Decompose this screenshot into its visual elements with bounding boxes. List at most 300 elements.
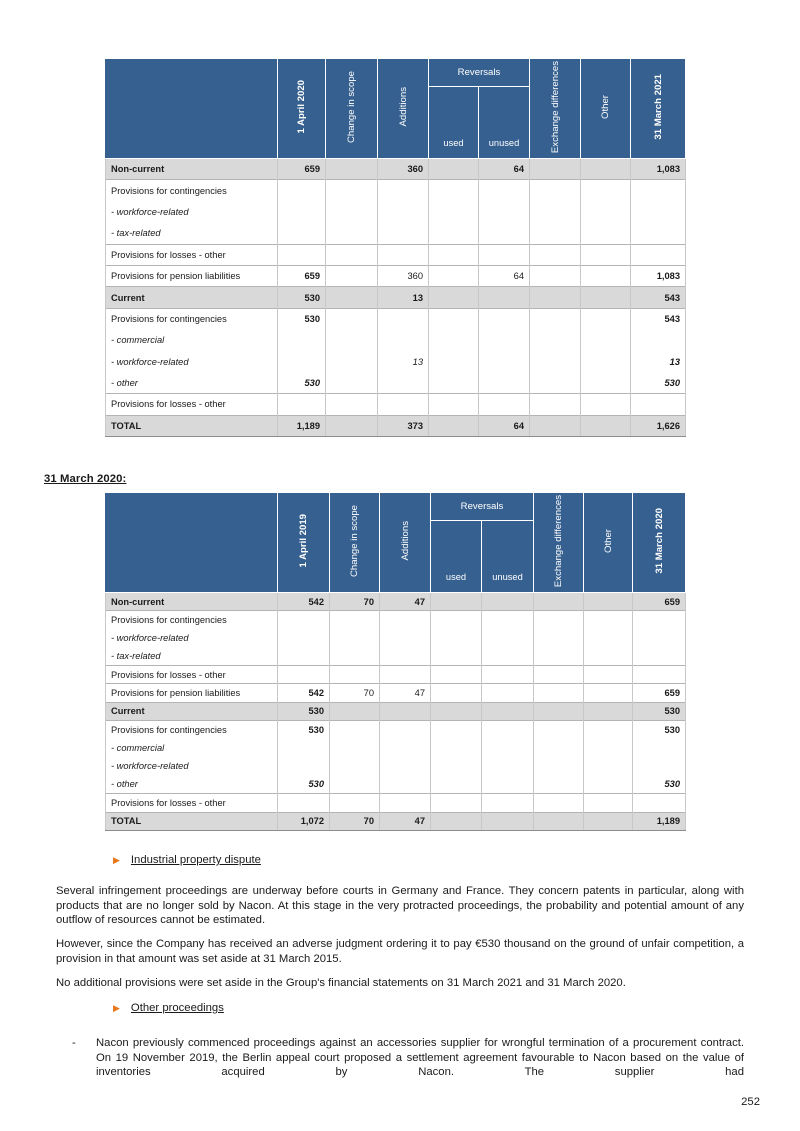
row-value	[534, 794, 584, 812]
row-value	[429, 159, 479, 180]
row-value	[326, 394, 378, 415]
header-reversals-group-2020: Reversals	[431, 493, 534, 521]
row-value	[534, 629, 584, 647]
paragraph-infringement-proceedings	[56, 884, 744, 928]
row-value	[584, 629, 633, 647]
row-value: 530	[631, 372, 686, 393]
row-value	[631, 330, 686, 351]
row-value	[326, 287, 378, 308]
row-value	[479, 287, 530, 308]
header-exchange-differences-2020-label: Exchange differences	[553, 494, 564, 588]
row-value: 1,083	[631, 159, 686, 180]
bullet-other-proceedings-label: Other proceedings	[130, 1002, 224, 1014]
row-value	[431, 666, 482, 684]
row-value	[479, 394, 530, 415]
row-value	[633, 757, 686, 775]
row-value	[429, 308, 479, 329]
row-value	[330, 757, 380, 775]
row-label: Provisions for contingencies	[106, 180, 278, 201]
header-reversals-used: used	[429, 87, 479, 159]
row-label: - commercial	[106, 739, 278, 757]
row-value	[278, 201, 326, 222]
row-value	[429, 287, 479, 308]
header-reversals-unused-2020: unused	[482, 521, 534, 593]
row-value	[378, 223, 429, 244]
row-value	[326, 201, 378, 222]
header-corner-blank	[106, 59, 278, 159]
row-value	[380, 702, 431, 720]
row-value	[431, 702, 482, 720]
row-value: 659	[633, 593, 686, 611]
row-value	[479, 201, 530, 222]
row-value	[326, 265, 378, 286]
paragraph-no-additional-provisions	[56, 976, 744, 991]
row-value	[380, 775, 431, 793]
row-value: 530	[278, 287, 326, 308]
table-row	[106, 351, 686, 372]
row-value: 659	[633, 684, 686, 702]
row-value	[631, 223, 686, 244]
list-item-nacon-proceedings-text: Nacon previously commenced proceedings against an accessories supplier for wrongful termination of a procurement contract. On 19 November 2019, the Berlin appeal court proposed a settlement agreement favourable to Nacon based on the value of inventories acquired by Nacon. The supplier had	[96, 1037, 744, 1079]
row-value	[530, 287, 581, 308]
table-row	[106, 330, 686, 351]
row-value: 64	[479, 159, 530, 180]
row-value	[380, 757, 431, 775]
header-reversals-group: Reversals	[429, 59, 530, 87]
header-other-2020	[584, 493, 633, 593]
row-value	[380, 794, 431, 812]
row-value	[482, 666, 534, 684]
row-value: 543	[631, 308, 686, 329]
provisions-table-2020-container	[105, 492, 686, 831]
row-label: - workforce-related	[106, 757, 278, 775]
row-value	[633, 794, 686, 812]
triangle-right-icon-other: ▶	[113, 1003, 120, 1013]
row-label: TOTAL	[106, 415, 278, 436]
row-value: 1,626	[631, 415, 686, 436]
table-row	[106, 415, 686, 436]
row-value	[326, 351, 378, 372]
table-row	[106, 794, 686, 812]
row-label: Non-current	[106, 593, 278, 611]
header-opening-balance-2020	[278, 493, 330, 593]
row-label: Provisions for losses - other	[106, 244, 278, 265]
row-value	[479, 308, 530, 329]
row-value	[380, 647, 431, 665]
row-value	[584, 757, 633, 775]
row-label: Provisions for losses - other	[106, 394, 278, 415]
table-row	[106, 244, 686, 265]
row-value	[581, 308, 631, 329]
row-value	[482, 794, 534, 812]
table-row	[106, 201, 686, 222]
row-value	[431, 757, 482, 775]
row-value	[278, 757, 330, 775]
row-value: 70	[330, 593, 380, 611]
header-additions-2020-label: Additions	[399, 521, 411, 561]
header-closing-balance	[631, 59, 686, 159]
row-value	[429, 201, 479, 222]
row-value: 659	[278, 159, 326, 180]
row-value: 70	[330, 812, 380, 830]
row-label: - workforce-related	[106, 201, 278, 222]
table-row	[106, 812, 686, 830]
row-value: 530	[633, 775, 686, 793]
row-value	[330, 739, 380, 757]
row-value: 47	[380, 593, 431, 611]
header-other-label: Other	[600, 95, 611, 119]
table-row	[106, 775, 686, 793]
header-additions-label: Additions	[397, 87, 409, 127]
row-value	[530, 372, 581, 393]
row-value	[534, 666, 584, 684]
bullet-industrial-property-dispute	[113, 853, 261, 867]
row-value	[581, 415, 631, 436]
row-value	[429, 223, 479, 244]
row-label: - commercial	[106, 330, 278, 351]
row-value	[584, 684, 633, 702]
row-value	[326, 159, 378, 180]
row-value	[581, 159, 631, 180]
row-value	[534, 812, 584, 830]
row-value: 13	[378, 351, 429, 372]
header-change-in-scope-2020-label: Change in scope	[349, 504, 360, 577]
row-value	[278, 330, 326, 351]
row-value	[330, 611, 380, 629]
row-value	[431, 647, 482, 665]
row-value: 47	[380, 812, 431, 830]
row-value	[330, 629, 380, 647]
row-value	[479, 372, 530, 393]
table-row	[106, 265, 686, 286]
row-value	[530, 415, 581, 436]
row-value	[429, 415, 479, 436]
row-label: Provisions for losses - other	[106, 794, 278, 812]
row-label: Provisions for pension liabilities	[106, 684, 278, 702]
row-value: 542	[278, 684, 330, 702]
header-reversals-unused: unused	[479, 87, 530, 159]
header-other	[581, 59, 631, 159]
row-value	[530, 351, 581, 372]
row-value	[530, 244, 581, 265]
row-value: 70	[330, 684, 380, 702]
row-value	[380, 666, 431, 684]
row-label: - workforce-related	[106, 629, 278, 647]
header-opening-balance-2020-label: 1 April 2019	[298, 514, 309, 568]
row-value	[278, 180, 326, 201]
row-value	[581, 201, 631, 222]
row-value	[431, 593, 482, 611]
row-value	[278, 351, 326, 372]
row-value	[482, 629, 534, 647]
header-corner-blank-2020	[106, 493, 278, 593]
section-heading-31-march-2020: 31 March 2020:	[44, 473, 127, 485]
header-additions-2020	[380, 493, 431, 593]
row-value	[534, 702, 584, 720]
row-value	[584, 647, 633, 665]
provisions-table-2020	[105, 492, 686, 831]
row-value	[479, 244, 530, 265]
row-value: 1,189	[633, 812, 686, 830]
row-value	[534, 647, 584, 665]
row-value	[581, 394, 631, 415]
row-value	[380, 629, 431, 647]
row-value	[278, 739, 330, 757]
table-row	[106, 308, 686, 329]
row-value	[431, 721, 482, 739]
row-value	[584, 666, 633, 684]
header-reversals-used-2020: used	[431, 521, 482, 593]
row-value	[429, 330, 479, 351]
header-closing-balance-2020-label: 31 March 2020	[653, 508, 665, 574]
row-value	[429, 394, 479, 415]
row-value	[534, 757, 584, 775]
row-value: 360	[378, 159, 429, 180]
table-row	[106, 223, 686, 244]
row-value	[530, 308, 581, 329]
row-label: Current	[106, 702, 278, 720]
row-label: TOTAL	[106, 812, 278, 830]
paragraph-adverse-judgment	[56, 937, 744, 966]
row-value	[278, 244, 326, 265]
row-value	[482, 775, 534, 793]
table-row	[106, 684, 686, 702]
row-value	[278, 223, 326, 244]
row-value	[482, 812, 534, 830]
header-exchange-differences-label: Exchange differences	[549, 60, 561, 154]
table-row	[106, 739, 686, 757]
bullet-industrial-property-dispute-label: Industrial property dispute	[130, 854, 261, 866]
row-value: 530	[278, 702, 330, 720]
row-value	[431, 739, 482, 757]
list-item-nacon-proceedings	[56, 1036, 744, 1080]
table-row	[106, 180, 686, 201]
row-value	[530, 159, 581, 180]
row-value	[429, 265, 479, 286]
row-value	[534, 721, 584, 739]
table-row	[106, 721, 686, 739]
header-other-2020-label: Other	[602, 529, 614, 553]
row-value	[534, 775, 584, 793]
row-value	[633, 611, 686, 629]
row-value	[584, 739, 633, 757]
row-value: 373	[378, 415, 429, 436]
row-value	[584, 593, 633, 611]
row-value	[482, 684, 534, 702]
row-value	[326, 180, 378, 201]
row-value: 530	[278, 308, 326, 329]
row-label: - other	[106, 372, 278, 393]
row-value	[482, 757, 534, 775]
row-value	[581, 287, 631, 308]
row-value	[378, 308, 429, 329]
row-value	[326, 415, 378, 436]
row-value	[330, 702, 380, 720]
row-value	[431, 629, 482, 647]
row-value: 64	[479, 265, 530, 286]
row-value	[584, 794, 633, 812]
header-exchange-differences-2020	[534, 493, 584, 593]
row-value	[581, 372, 631, 393]
row-value	[584, 775, 633, 793]
triangle-right-icon: ▶	[113, 855, 120, 865]
row-label: Provisions for contingencies	[106, 308, 278, 329]
row-value	[530, 330, 581, 351]
header-closing-balance-2020	[633, 493, 686, 593]
row-label: Provisions for losses - other	[106, 666, 278, 684]
row-value	[633, 666, 686, 684]
row-value	[326, 223, 378, 244]
row-value	[530, 201, 581, 222]
table-row	[106, 666, 686, 684]
row-label: - workforce-related	[106, 351, 278, 372]
row-value	[378, 330, 429, 351]
row-value	[278, 611, 330, 629]
row-value	[378, 394, 429, 415]
row-value	[482, 721, 534, 739]
row-value	[380, 721, 431, 739]
row-value	[431, 794, 482, 812]
row-value	[631, 201, 686, 222]
row-label: - tax-related	[106, 223, 278, 244]
row-value	[530, 265, 581, 286]
row-value	[429, 244, 479, 265]
row-value	[330, 721, 380, 739]
row-value	[380, 611, 431, 629]
row-value	[482, 647, 534, 665]
table-2021-body	[106, 159, 686, 437]
row-value	[581, 244, 631, 265]
paragraph-infringement-proceedings-text: Several infringement proceedings are underway before courts in Germany and France. They concern patents in particular, along with products that are no longer sold by Nacon. At this stage in the very protracted proceedings, the probability and potential amount of any outflow of resources cannot be estimated.	[56, 885, 744, 927]
table-2021-header	[106, 59, 686, 159]
row-value	[584, 611, 633, 629]
paragraph-no-additional-provisions-text: No additional provisions were set aside in the Group's financial statements on 31 March 2021 and 31 March 2020.	[56, 977, 626, 989]
table-row	[106, 287, 686, 308]
row-value	[482, 611, 534, 629]
header-change-in-scope-label: Change in scope	[346, 70, 357, 143]
row-value	[530, 223, 581, 244]
row-value	[380, 739, 431, 757]
row-value	[530, 180, 581, 201]
table-row	[106, 159, 686, 180]
row-value	[581, 265, 631, 286]
row-value: 13	[631, 351, 686, 372]
row-value: 530	[633, 702, 686, 720]
row-value	[534, 611, 584, 629]
row-value: 1,083	[631, 265, 686, 286]
row-value	[633, 647, 686, 665]
row-label: Non-current	[106, 159, 278, 180]
row-value	[581, 330, 631, 351]
row-value	[326, 330, 378, 351]
row-value	[584, 702, 633, 720]
row-value	[633, 629, 686, 647]
row-value: 530	[633, 721, 686, 739]
row-value	[431, 684, 482, 702]
row-value: 530	[278, 721, 330, 739]
paragraph-adverse-judgment-text: However, since the Company has received an adverse judgment ordering it to pay €530 thousand on the ground of unfair competition, a provision in that amount was set aside at 31 March 2015.	[56, 938, 744, 965]
row-value	[431, 611, 482, 629]
row-value	[278, 394, 326, 415]
table-2020-body	[106, 593, 686, 831]
page-number: 252	[741, 1096, 760, 1108]
row-value	[482, 593, 534, 611]
row-label: - other	[106, 775, 278, 793]
row-value	[581, 223, 631, 244]
row-value	[330, 794, 380, 812]
row-value: 64	[479, 415, 530, 436]
row-value	[530, 394, 581, 415]
row-value: 1,072	[278, 812, 330, 830]
table-row	[106, 593, 686, 611]
row-value	[330, 666, 380, 684]
row-value	[631, 394, 686, 415]
row-value	[278, 794, 330, 812]
row-value	[429, 351, 479, 372]
table-row	[106, 611, 686, 629]
row-value	[326, 372, 378, 393]
provisions-table-2021	[105, 58, 686, 437]
row-value	[534, 684, 584, 702]
provisions-table-2021-container	[105, 58, 686, 437]
header-closing-balance-label: 31 March 2021	[652, 74, 664, 140]
row-value	[534, 739, 584, 757]
row-value	[482, 702, 534, 720]
row-value: 1,189	[278, 415, 326, 436]
row-value	[378, 180, 429, 201]
row-value	[479, 351, 530, 372]
table-row	[106, 647, 686, 665]
row-value: 542	[278, 593, 330, 611]
row-label: Provisions for contingencies	[106, 611, 278, 629]
header-exchange-differences	[530, 59, 581, 159]
row-label: Current	[106, 287, 278, 308]
row-value	[431, 775, 482, 793]
header-additions	[378, 59, 429, 159]
row-value	[631, 180, 686, 201]
table-row	[106, 394, 686, 415]
header-change-in-scope	[326, 59, 378, 159]
row-value	[581, 180, 631, 201]
row-value	[330, 775, 380, 793]
row-value	[581, 351, 631, 372]
header-opening-balance-label: 1 April 2020	[296, 80, 307, 134]
bullet-other-proceedings	[113, 1001, 224, 1015]
table-row	[106, 757, 686, 775]
row-value	[584, 812, 633, 830]
header-opening-balance	[278, 59, 326, 159]
dash-bullet-marker: -	[72, 1037, 76, 1049]
row-value: 530	[278, 372, 326, 393]
row-value: 360	[378, 265, 429, 286]
row-label: - tax-related	[106, 647, 278, 665]
row-value	[479, 330, 530, 351]
table-row	[106, 702, 686, 720]
row-value	[378, 244, 429, 265]
row-value: 47	[380, 684, 431, 702]
table-row	[106, 629, 686, 647]
row-value	[429, 372, 479, 393]
row-value	[378, 372, 429, 393]
row-value	[326, 244, 378, 265]
row-value	[633, 739, 686, 757]
row-value	[278, 647, 330, 665]
header-change-in-scope-2020	[330, 493, 380, 593]
row-value: 530	[278, 775, 330, 793]
row-value	[534, 593, 584, 611]
row-value: 13	[378, 287, 429, 308]
row-value	[482, 739, 534, 757]
